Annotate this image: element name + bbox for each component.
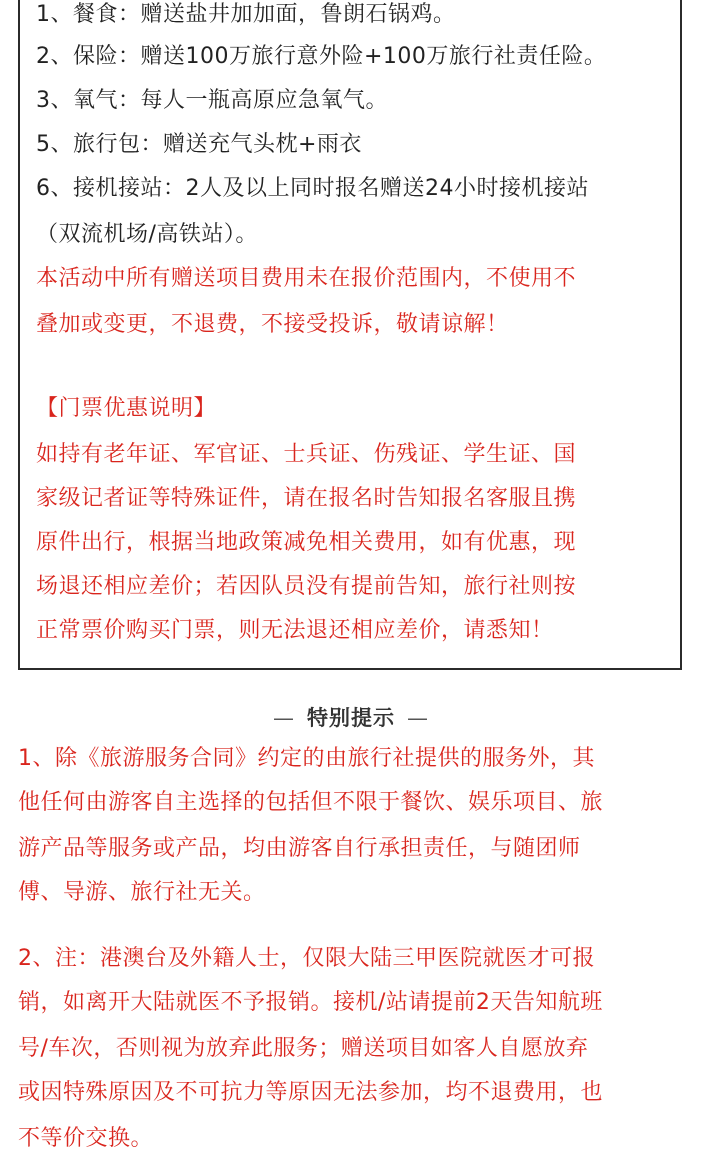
title-dash-left: — <box>273 706 295 730</box>
tip1-line-2: 他任何由游客自主选择的包括但不限于餐饮、娱乐项目、旅 <box>18 790 604 815</box>
special-notice-title-text: 特别提示 <box>307 706 395 730</box>
tip2-line-4: 或因特殊原因及不可抗力等原因无法参加，均不退费用，也 <box>18 1080 604 1105</box>
tickets-line-1: 如持有老年证、军官证、士兵证、伤残证、学生证、国 <box>36 442 577 467</box>
tickets-line-5: 正常票价购买门票，则无法退还相应差价，请悉知！ <box>36 618 554 643</box>
title-dash-right: — <box>407 706 429 730</box>
tickets-line-3: 原件出行，根据当地政策减免相关费用，如有优惠，现 <box>36 530 577 555</box>
gift-item-meal: 1、餐食：赠送盐井加加面，鲁朗石锅鸡。 <box>36 2 456 27</box>
gift-item-pickup-cont: （双流机场/高铁站）。 <box>36 222 258 247</box>
tip1-line-4: 傅、导游、旅行社无关。 <box>18 880 266 905</box>
gift-item-pickup: 6、接机接站：2人及以上同时报名赠送24小时接机接站 <box>36 176 589 201</box>
tip2-line-2: 销，如离开大陆就医不予报销。接机/站请提前2天告知航班 <box>18 990 603 1015</box>
gift-notice-line-1: 本活动中所有赠送项目费用未在报价范围内，不使用不 <box>36 266 577 291</box>
tip1-line-3: 游产品等服务或产品，均由游客自行承担责任，与随团师 <box>18 836 581 861</box>
gift-item-insurance: 2、保险：赠送100万旅行意外险+100万旅行社责任险。 <box>36 44 607 69</box>
gift-notice-line-2: 叠加或变更，不退费，不接受投诉，敬请谅解！ <box>36 312 509 337</box>
tickets-line-4: 场退还相应差价；若因队员没有提前告知，旅行社则按 <box>36 574 577 599</box>
gift-item-travel-bag: 5、旅行包：赠送充气头枕+雨衣 <box>36 132 362 157</box>
tickets-line-2: 家级记者证等特殊证件，请在报名时告知报名客服且携 <box>36 486 577 511</box>
gift-item-oxygen: 3、氧气：每人一瓶高原应急氧气。 <box>36 88 388 113</box>
tip2-line-3: 号/车次，否则视为放弃此服务；赠送项目如客人自愿放弃 <box>18 1036 589 1061</box>
tickets-heading: 【门票优惠说明】 <box>36 396 217 421</box>
special-notice-title <box>0 702 702 732</box>
tip2-line-5: 不等价交换。 <box>18 1126 154 1151</box>
tip2-line-1: 2、注：港澳台及外籍人士，仅限大陆三甲医院就医才可报 <box>18 946 595 971</box>
tip1-line-1: 1、除《旅游服务合同》约定的由旅行社提供的服务外，其 <box>18 746 595 771</box>
